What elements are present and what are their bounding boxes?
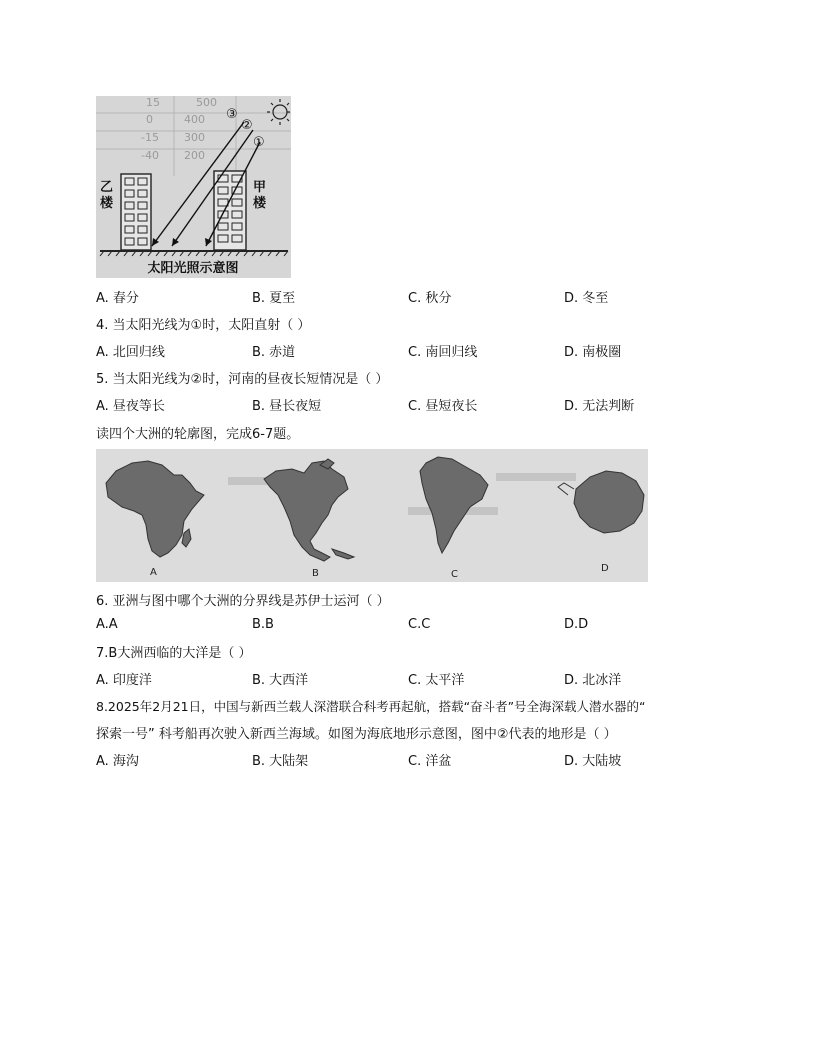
bg-tick: 300 [184, 131, 205, 144]
ray-label-1: ① [253, 135, 265, 150]
q6-option-c: C.C [408, 617, 431, 632]
building-jia-label: 甲楼 [253, 180, 267, 211]
building-jia [214, 171, 246, 250]
q3-option-c: C. 秋分 [408, 291, 452, 306]
q8-stem-line1: 8.2025年2月21日，中国与新西兰载人深潜联合科考再起航，搭载“奋斗者”号全海深载人潜水器的“ [96, 699, 646, 714]
q8-stem-line2: 探索一号” 科考船再次驶入新西兰海域。如图为海底地形示意图，图中②代表的地形是（ ） [96, 727, 617, 742]
q6-option-a: A.A [96, 617, 118, 632]
q8-option-b: B. 大陆架 [252, 754, 309, 769]
q7-option-b: B. 大西洋 [252, 673, 309, 688]
q4-stem: 4. 当太阳光线为①时，太阳直射（ ） [96, 318, 311, 333]
ray-label-3: ③ [226, 107, 238, 122]
q8-option-c: C. 洋盆 [408, 754, 452, 769]
q7-stem: 7.B大洲西临的大洋是（ ） [96, 646, 252, 661]
q5-option-a: A. 昼夜等长 [96, 399, 165, 414]
bg-tick: -15 [141, 131, 159, 144]
q4-option-c: C. 南回归线 [408, 345, 478, 360]
continent-label-c: C [451, 569, 458, 580]
q6-option-d: D.D [564, 617, 589, 632]
q3-option-a: A. 春分 [96, 291, 139, 306]
bg-tick: -40 [141, 149, 159, 162]
bg-tick: 15 [146, 96, 160, 109]
q6-option-b: B.B [252, 617, 274, 632]
q4-option-d: D. 南极圈 [564, 345, 622, 360]
sun-figure-caption: 太阳光照示意图 [147, 261, 239, 276]
building-yi [121, 174, 151, 250]
q3-option-b: B. 夏至 [252, 291, 296, 306]
bg-tick: 500 [196, 96, 217, 109]
q3-option-d: D. 冬至 [564, 291, 609, 306]
building-yi-label: 乙楼 [100, 180, 114, 211]
q5-option-d: D. 无法判断 [564, 399, 635, 414]
q7-option-a: A. 印度洋 [96, 673, 152, 688]
bg-tick: 0 [146, 113, 153, 126]
continent-label-d: D [601, 563, 609, 574]
q8-option-a: A. 海沟 [96, 754, 139, 769]
q5-option-c: C. 昼短夜长 [408, 399, 478, 414]
bg-tick: 400 [184, 113, 205, 126]
q4-option-b: B. 赤道 [252, 345, 296, 360]
sunlight-diagram [96, 96, 291, 278]
q4-option-a: A. 北回归线 [96, 345, 165, 360]
continent-label-a: A [150, 567, 157, 578]
q7-option-c: C. 太平洋 [408, 673, 465, 688]
q8-option-d: D. 大陆坡 [564, 754, 622, 769]
intro-6-7: 读四个大洲的轮廓图，完成6-7题。 [96, 427, 300, 442]
q5-stem: 5. 当太阳光线为②时，河南的昼夜长短情况是（ ） [96, 372, 389, 387]
q6-stem: 6. 亚洲与图中哪个大洲的分界线是苏伊士运河（ ） [96, 594, 390, 609]
q7-option-d: D. 北冰洋 [564, 673, 622, 688]
continents-figure [96, 449, 648, 582]
bg-tick: 200 [184, 149, 205, 162]
q5-option-b: B. 昼长夜短 [252, 399, 322, 414]
ray-label-2: ② [241, 118, 253, 133]
continent-label-b: B [312, 568, 319, 579]
